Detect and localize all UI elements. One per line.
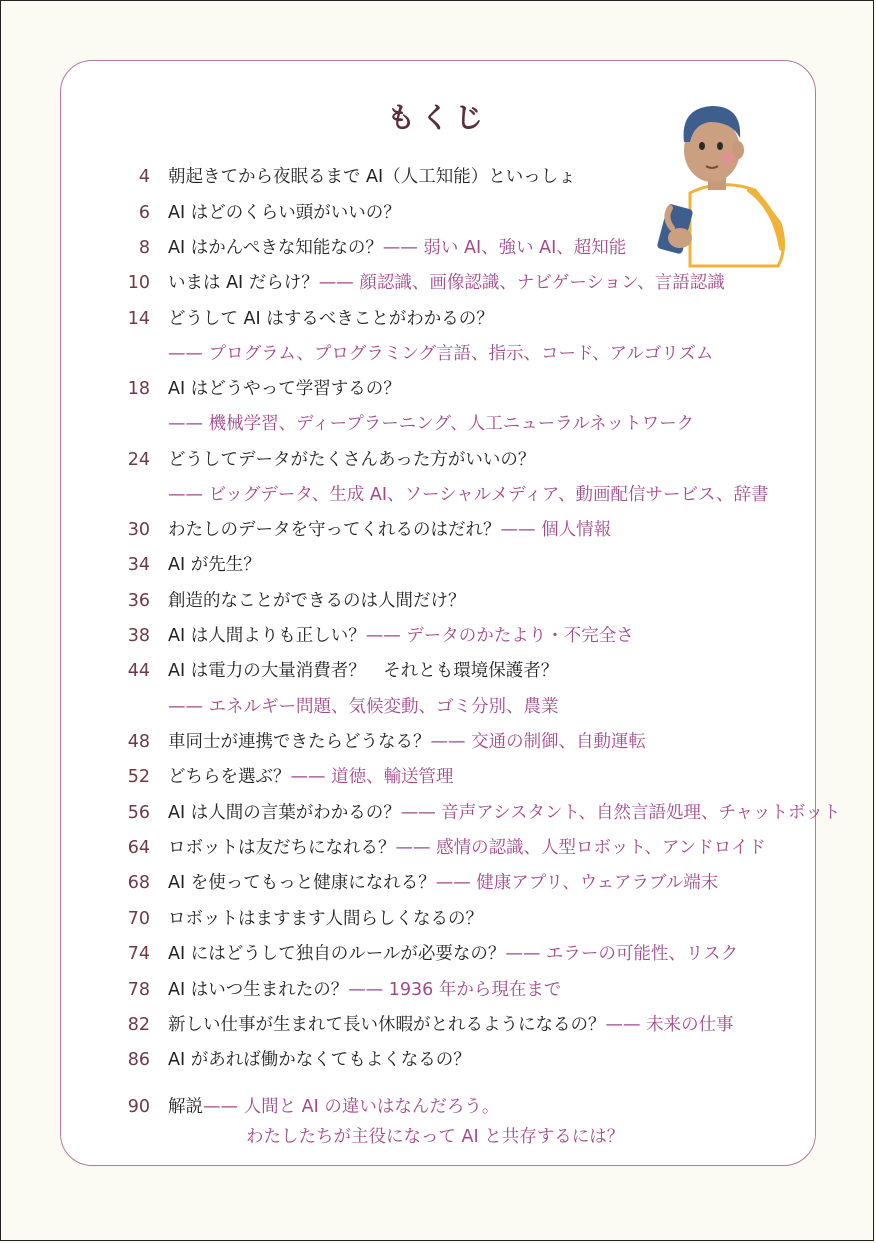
entry-title: ロボットは友だちになれる？ (168, 838, 396, 858)
entry-keywords: —— エラーの可能性、リスク (505, 944, 739, 964)
entry-keywords: —— 交通の制御、自動運転 (430, 732, 647, 752)
entry-keywords: —— 感情の認識、人型ロボット、アンドロイド (395, 838, 766, 858)
entry-keywords: —— データのかたより・不完全さ (365, 626, 634, 646)
page-number: 56 (127, 803, 150, 823)
toc-entry[interactable] (0, 868, 876, 898)
entry-title: AI はかんぺきな知能なの？ (168, 238, 383, 258)
entry-title: いまは AI だらけ？ (168, 273, 319, 293)
page-number: 36 (127, 591, 150, 611)
entry-title: どうしてデータがたくさんあった方がいいの？ (168, 450, 536, 470)
entry-title: AI はどうやって学習するの？ (168, 379, 401, 399)
entry-title: わたしのデータを守ってくれるのはだれ？ (168, 520, 501, 540)
entry-keywords: —— 個人情報 (500, 520, 612, 540)
entry-keywords: —— 機械学習、ディープラーニング、人工ニューラルネットワーク (168, 414, 695, 434)
toc-entry[interactable] (0, 445, 876, 475)
entry-title: どうして AI はするべきことがわかるの？ (168, 309, 494, 329)
page-number: 44 (127, 661, 150, 681)
entry-keywords: —— 人間と AI の違いはなんだろう。 (203, 1097, 500, 1117)
page-number: 18 (127, 379, 150, 399)
toc-entry[interactable] (0, 904, 876, 934)
toc-entry[interactable] (0, 939, 876, 969)
entry-keywords: わたしたちが主役になって AI と共存するには？ (246, 1127, 625, 1147)
entry-title: AI はどのくらい頭がいいの？ (168, 203, 401, 223)
page-number: 90 (127, 1097, 150, 1117)
page-title: もくじ (386, 101, 489, 134)
entry-title: AI があれば働かなくてもよくなるの？ (168, 1050, 471, 1070)
page-number: 38 (127, 626, 150, 646)
entry-keywords: —— ビッグデータ、生成 AI、ソーシャルメディア、動画配信サービス、辞書 (168, 485, 769, 505)
entry-title: どちらを選ぶ？ (168, 767, 291, 787)
toc-entry[interactable] (0, 1010, 876, 1040)
toc-entry[interactable] (0, 268, 876, 298)
entry-title: ロボットはますます人間らしくなるの？ (168, 909, 483, 929)
toc-entry[interactable] (0, 304, 876, 334)
toc-entry-keywords-row (0, 1122, 876, 1152)
page-number: 6 (138, 203, 150, 223)
entry-title: AI が先生？ (168, 555, 261, 575)
page-number: 52 (127, 767, 150, 787)
toc-entry[interactable] (0, 233, 876, 263)
toc-entry[interactable] (0, 374, 876, 404)
page-number: 34 (127, 555, 150, 575)
page-number: 4 (138, 167, 150, 187)
page-number: 82 (127, 1015, 150, 1035)
page-number: 86 (127, 1050, 150, 1070)
page-number: 78 (127, 980, 150, 1000)
page-number: 48 (127, 732, 150, 752)
toc-entry[interactable] (0, 621, 876, 651)
toc-entry-keywords-row (0, 692, 876, 722)
toc-entry[interactable] (0, 1045, 876, 1075)
page-number: 74 (127, 944, 150, 964)
entry-keywords: —— 未来の仕事 (605, 1015, 734, 1035)
toc-entry[interactable] (0, 162, 876, 192)
toc-entry[interactable] (0, 727, 876, 757)
entry-title: 新しい仕事が生まれて長い休暇がとれるようになるの？ (168, 1015, 606, 1035)
entry-title: AI にはどうして独自のルールが必要なの？ (168, 944, 506, 964)
page-number: 30 (127, 520, 150, 540)
toc-entry[interactable] (0, 586, 876, 616)
entry-keywords: —— 顔認識、画像認識、ナビゲーション、言語認識 (318, 273, 725, 293)
page-number: 10 (127, 273, 150, 293)
toc-entry-keywords-row (0, 339, 876, 369)
entry-keywords: —— プログラム、プログラミング言語、指示、コード、アルゴリズム (168, 344, 714, 364)
toc-entry[interactable] (0, 798, 876, 828)
toc-entry[interactable] (0, 762, 876, 792)
toc-entry[interactable] (0, 975, 876, 1005)
toc-entry[interactable] (0, 1092, 876, 1122)
entry-title: 創造的なことができるのは人間だけ？ (168, 591, 466, 611)
entry-keywords: —— 道徳、輸送管理 (290, 767, 454, 787)
page-number: 14 (127, 309, 150, 329)
toc-entry-keywords-row (0, 480, 876, 510)
toc-entry[interactable] (0, 656, 876, 686)
toc-entry-keywords-row (0, 409, 876, 439)
entry-title: 朝起きてから夜眠るまで AI（人工知能）といっしょ (168, 167, 576, 187)
toc-entry[interactable] (0, 833, 876, 863)
entry-keywords: —— エネルギー問題、気候変動、ゴミ分別、農業 (168, 697, 559, 717)
entry-title: 解説 (168, 1097, 203, 1117)
entry-keywords: —— 弱い AI、強い AI、超知能 (382, 238, 627, 258)
page-number: 68 (127, 873, 150, 893)
entry-title: AI は人間よりも正しい？ (168, 626, 366, 646)
toc-entry[interactable] (0, 198, 876, 228)
entry-title: AI はいつ生まれたの？ (168, 980, 349, 1000)
entry-keywords: —— 1936 年から現在まで (348, 980, 562, 1000)
entry-title: AI は電力の大量消費者？ それとも環境保護者？ (168, 661, 559, 681)
page-number: 70 (127, 909, 150, 929)
page-number: 64 (127, 838, 150, 858)
page-number: 8 (138, 238, 150, 258)
entry-title: AI は人間の言葉がわかるの？ (168, 803, 401, 823)
toc-entry[interactable] (0, 515, 876, 545)
entry-title: AI を使ってもっと健康になれる？ (168, 873, 436, 893)
entry-keywords: —— 健康アプリ、ウェアラブル端末 (435, 873, 719, 893)
entry-keywords: —— 音声アシスタント、自然言語処理、チャットボット (400, 803, 841, 823)
entry-title: 車同士が連携できたらどうなる？ (168, 732, 431, 752)
toc-entry[interactable] (0, 550, 876, 580)
page-number: 24 (127, 450, 150, 470)
